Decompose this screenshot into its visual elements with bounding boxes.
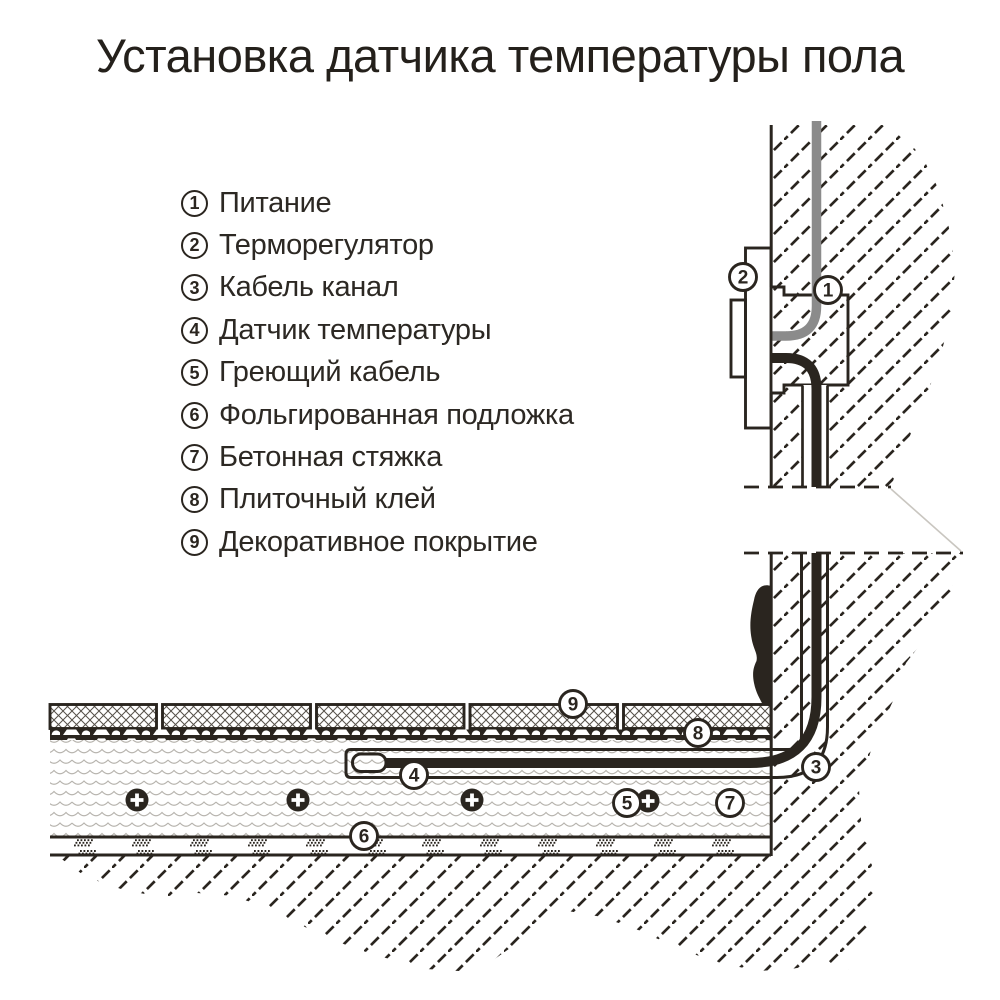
callout-7: [717, 790, 744, 817]
svg-text:8: 8: [692, 723, 704, 745]
heating-cable-icon: [287, 789, 310, 812]
callout-1: [815, 277, 842, 304]
tile-adhesive-layer: [50, 730, 771, 741]
legend-number-3-icon: 3: [181, 274, 208, 301]
legend-number-4-icon: 4: [181, 317, 208, 344]
legend-label-6: Фольгированная подложка: [219, 398, 574, 431]
svg-text:6: 6: [358, 826, 370, 848]
break-tear-edge: [891, 489, 961, 551]
legend-number-6-icon: 6: [181, 402, 208, 429]
upper-wall-hatch: [771, 125, 955, 487]
legend-number-1-icon: 1: [181, 190, 208, 217]
svg-text:1: 1: [822, 280, 834, 302]
svg-text:5: 5: [621, 793, 633, 815]
tile: [163, 705, 311, 729]
heating-cable-icon: [461, 789, 484, 812]
heating-cable-icon: [126, 789, 149, 812]
legend-number-9-icon: 9: [181, 529, 208, 556]
legend-label-4: Датчик температуры: [219, 313, 492, 346]
legend-label-2: Терморегулятор: [219, 229, 434, 262]
floor-tiles: [50, 705, 771, 729]
legend-label-9: Декоративное покрытие: [219, 525, 538, 558]
svg-text:7: 7: [724, 793, 736, 815]
svg-text:3: 3: [810, 757, 822, 779]
thermostat-knob: [731, 300, 746, 377]
tile: [50, 705, 157, 729]
callout-6: [351, 823, 378, 850]
legend-label-3: Кабель канал: [219, 271, 399, 304]
svg-text:9: 9: [567, 694, 579, 716]
tile: [317, 705, 465, 729]
callout-9: [560, 691, 587, 718]
svg-text:4: 4: [408, 765, 420, 787]
foil-underlay: [50, 837, 771, 855]
callout-3: [803, 754, 830, 781]
callout-2: [730, 264, 757, 291]
legend-number-5-icon: 5: [181, 359, 208, 386]
callout-4: [401, 762, 428, 789]
legend-number-7-icon: 7: [181, 444, 208, 471]
legend-number-8-icon: 8: [181, 486, 208, 513]
tile: [470, 705, 618, 729]
page-title: Установка датчика температуры пола: [95, 29, 905, 82]
legend-label-5: Греющий кабель: [219, 356, 441, 389]
legend-label-1: Питание: [219, 186, 332, 219]
wall-plinth-blob: [750, 585, 771, 706]
legend-number-2-icon: 2: [181, 232, 208, 259]
legend-label-7: Бетонная стяжка: [219, 441, 443, 474]
callout-8: [685, 720, 712, 747]
callout-5: [614, 790, 641, 817]
svg-text:2: 2: [737, 267, 749, 289]
legend-label-8: Плиточный клей: [219, 483, 436, 516]
